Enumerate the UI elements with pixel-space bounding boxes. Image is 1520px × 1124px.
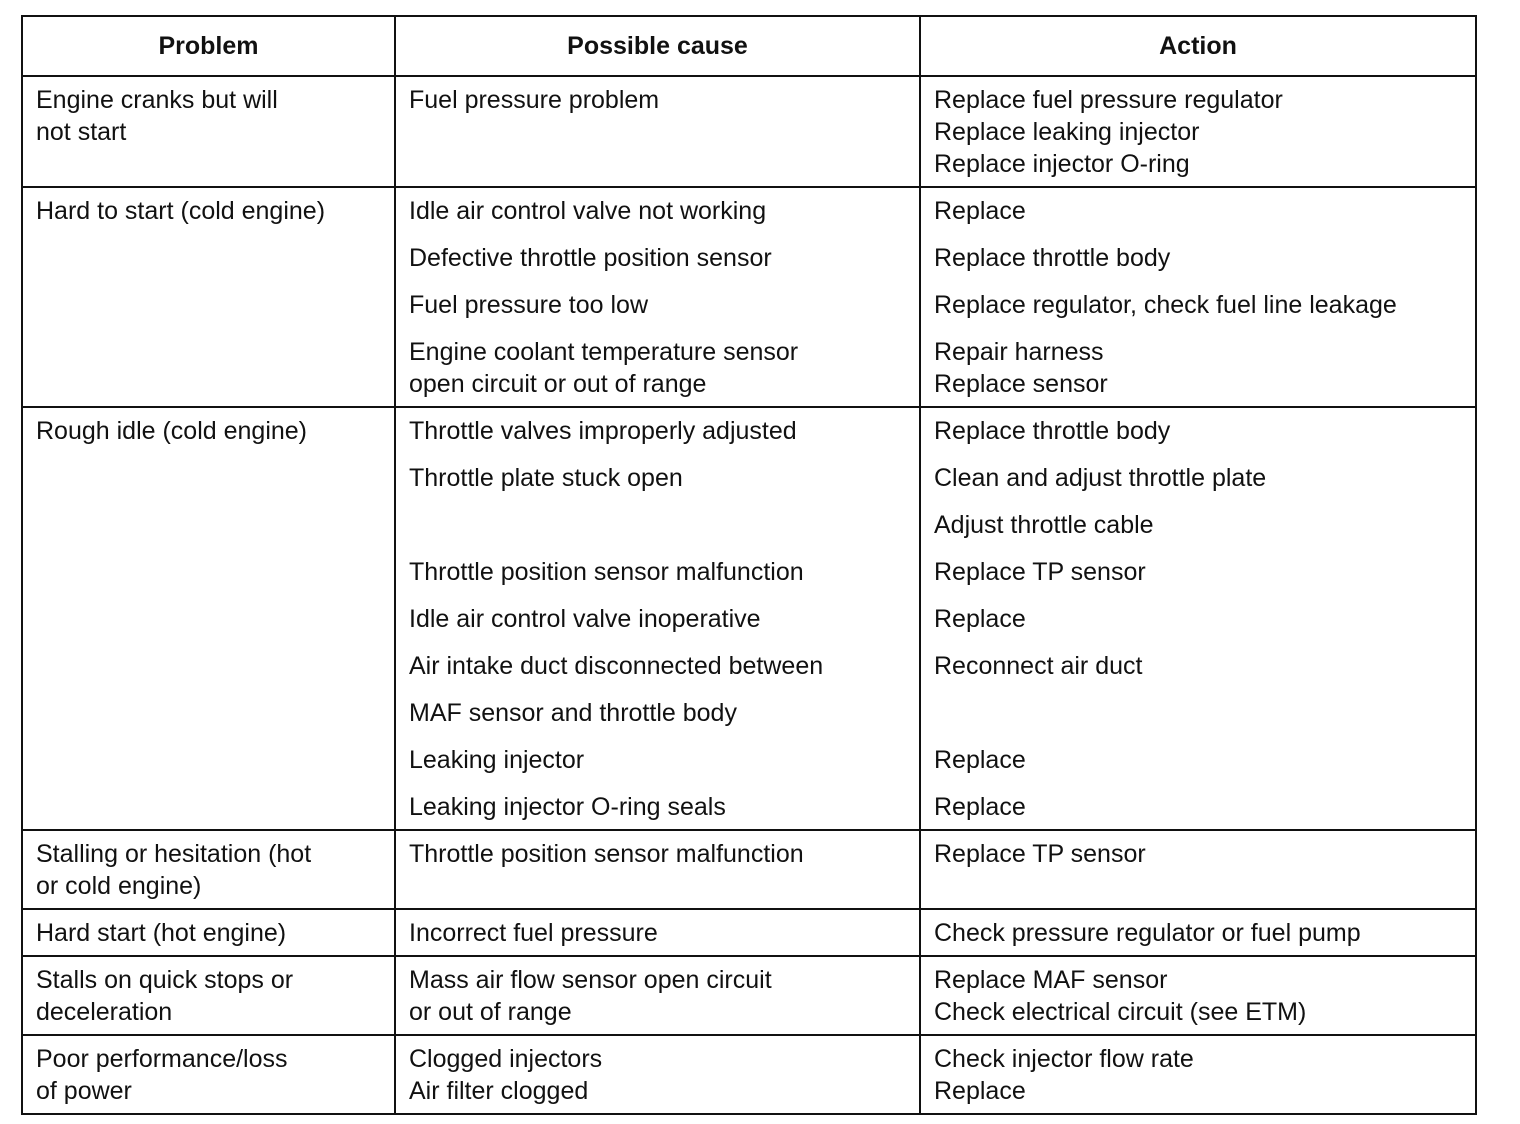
action-entry <box>934 838 1463 870</box>
cause-text: Engine coolant temperature sensor <box>409 338 799 366</box>
action-entry <box>934 336 1463 400</box>
cause-text: Leaking injector <box>409 746 585 774</box>
cause-entry <box>409 195 907 227</box>
action-text <box>934 697 1463 729</box>
problem-text: Hard to start (cold engine) <box>36 197 326 225</box>
action-text: Replace leaking injector <box>934 118 1200 146</box>
cause-text: open circuit or out of range <box>409 370 707 398</box>
action-text: Replace sensor <box>934 370 1108 398</box>
action-entry <box>934 509 1463 541</box>
action-cell <box>920 909 1476 956</box>
cause-cell <box>395 956 920 1035</box>
header-problem: Problem <box>22 16 395 76</box>
cause-text <box>409 509 907 541</box>
action-entry <box>934 556 1463 588</box>
problem-text: Engine cranks but will <box>36 86 278 114</box>
cause-cell <box>395 909 920 956</box>
header-possible-cause: Possible cause <box>395 16 920 76</box>
cause-entry <box>409 964 907 1028</box>
action-cell <box>920 76 1476 187</box>
problem-text: Stalls on quick stops or <box>36 966 294 994</box>
action-cell <box>920 956 1476 1035</box>
cause-cell <box>395 407 920 830</box>
action-text: Replace TP sensor <box>934 840 1146 868</box>
cause-text: Throttle valves improperly adjusted <box>409 417 797 445</box>
cause-text: Idle air control valve inoperative <box>409 605 761 633</box>
table-body <box>22 76 1476 1114</box>
action-cell <box>920 1035 1476 1114</box>
problem-cell <box>22 76 395 187</box>
action-text: Replace <box>934 197 1026 225</box>
cause-text: Idle air control valve not working <box>409 197 767 225</box>
cause-entry <box>409 336 907 400</box>
cause-text: Air intake duct disconnected between <box>409 652 824 680</box>
cause-entry <box>409 84 907 116</box>
problem-cell <box>22 909 395 956</box>
action-entry <box>934 917 1463 949</box>
cause-text: Clogged injectors <box>409 1045 603 1073</box>
action-entry <box>934 242 1463 274</box>
action-text: Replace injector O-ring <box>934 150 1190 178</box>
action-entry <box>934 415 1463 447</box>
cause-entry <box>409 744 907 776</box>
action-text: Replace MAF sensor <box>934 966 1168 994</box>
cause-entry <box>409 1043 907 1107</box>
cause-text: Incorrect fuel pressure <box>409 919 658 947</box>
cause-text: Defective throttle position sensor <box>409 244 772 272</box>
action-entry <box>934 195 1463 227</box>
table-row <box>22 1035 1476 1114</box>
action-entry <box>934 964 1463 1028</box>
action-text: Reconnect air duct <box>934 652 1143 680</box>
cause-entry <box>409 415 907 447</box>
cause-entry <box>409 462 907 494</box>
problem-cell <box>22 1035 395 1114</box>
cause-text: or out of range <box>409 998 572 1026</box>
action-text: Check injector flow rate <box>934 1045 1194 1073</box>
cause-entry <box>409 917 907 949</box>
action-entry <box>934 1043 1463 1107</box>
action-text: Replace throttle body <box>934 244 1171 272</box>
problem-cell <box>22 407 395 830</box>
problem-text: or cold engine) <box>36 872 202 900</box>
problem-cell <box>22 956 395 1035</box>
cause-cell <box>395 76 920 187</box>
table-row <box>22 830 1476 909</box>
cause-text: Fuel pressure too low <box>409 291 649 319</box>
header-action: Action <box>920 16 1476 76</box>
cause-text: Throttle plate stuck open <box>409 464 683 492</box>
action-entry <box>934 650 1463 682</box>
action-cell <box>920 407 1476 830</box>
action-text: Adjust throttle cable <box>934 511 1154 539</box>
problem-text: deceleration <box>36 998 173 1026</box>
action-text: Check pressure regulator or fuel pump <box>934 919 1361 947</box>
cause-text: Air filter clogged <box>409 1077 589 1105</box>
cause-entry <box>409 650 907 682</box>
action-text: Replace <box>934 746 1026 774</box>
action-text: Replace throttle body <box>934 417 1171 445</box>
problem-text: Stalling or hesitation (hot <box>36 840 312 868</box>
problem-text: Rough idle (cold engine) <box>36 417 308 445</box>
cause-entry <box>409 556 907 588</box>
cause-text: Fuel pressure problem <box>409 86 660 114</box>
action-entry <box>934 603 1463 635</box>
cause-text: Throttle position sensor malfunction <box>409 558 804 586</box>
cause-text: Mass air flow sensor open circuit <box>409 966 772 994</box>
cause-entry <box>409 838 907 870</box>
action-text: Replace <box>934 605 1026 633</box>
cause-cell <box>395 830 920 909</box>
action-cell <box>920 187 1476 407</box>
problem-cell <box>22 830 395 909</box>
action-entry <box>934 84 1463 180</box>
problem-cell <box>22 187 395 407</box>
action-entry <box>934 289 1463 321</box>
cause-text: MAF sensor and throttle body <box>409 699 737 727</box>
cause-entry <box>409 603 907 635</box>
cause-text: Leaking injector O-ring seals <box>409 793 726 821</box>
action-text: Replace fuel pressure regulator <box>934 86 1283 114</box>
action-cell <box>920 830 1476 909</box>
cause-cell <box>395 1035 920 1114</box>
action-text: Clean and adjust throttle plate <box>934 464 1267 492</box>
action-text: Replace <box>934 793 1026 821</box>
table-row <box>22 187 1476 407</box>
table-row <box>22 76 1476 187</box>
table-row <box>22 909 1476 956</box>
action-entry <box>934 744 1463 776</box>
action-entry <box>934 697 1463 729</box>
problem-text: not start <box>36 118 127 146</box>
action-text: Replace TP sensor <box>934 558 1146 586</box>
cause-text: Throttle position sensor malfunction <box>409 840 804 868</box>
action-entry <box>934 791 1463 823</box>
problem-text: Hard start (hot engine) <box>36 919 287 947</box>
table-row <box>22 407 1476 830</box>
action-entry <box>934 462 1463 494</box>
table-row <box>22 956 1476 1035</box>
action-text: Replace regulator, check fuel line leakage <box>934 291 1397 319</box>
cause-entry <box>409 242 907 274</box>
problem-text: of power <box>36 1077 132 1105</box>
cause-entry <box>409 289 907 321</box>
cause-entry <box>409 697 907 729</box>
header-row <box>22 16 1476 76</box>
problem-text: Poor performance/loss <box>36 1045 288 1073</box>
action-text: Replace <box>934 1077 1026 1105</box>
cause-cell <box>395 187 920 407</box>
cause-entry <box>409 791 907 823</box>
action-text: Repair harness <box>934 338 1104 366</box>
action-text: Check electrical circuit (see ETM) <box>934 998 1307 1026</box>
cause-entry <box>409 509 907 541</box>
troubleshooting-table <box>21 15 1477 1115</box>
